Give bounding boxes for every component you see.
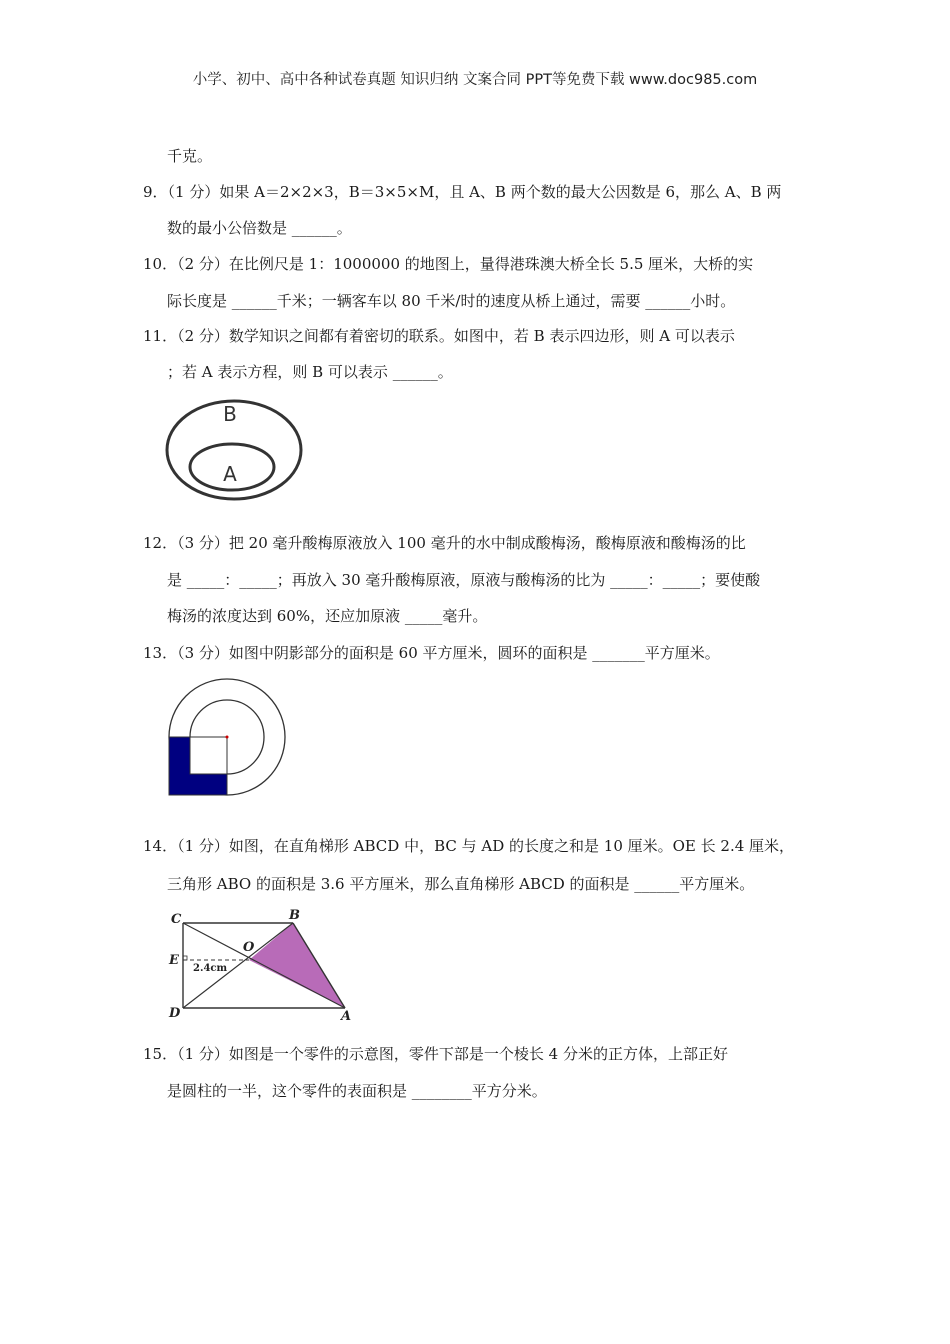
page-header: 小学、初中、高中各种试卷真题 知识归纳 文案合同 PPT等免费下载 www.doc985.com bbox=[192, 72, 758, 88]
set-b-label: B bbox=[223, 402, 237, 426]
figure-11-nested-sets bbox=[160, 395, 310, 505]
question-12-cont2: 梅汤的浓度达到 60%，还应加原液 _____毫升。 bbox=[167, 607, 488, 625]
question-12: 12．（3 分）把 20 毫升酸梅原液放入 100 毫升的水中制成酸梅汤，酸梅原液和酸梅汤的比 bbox=[143, 534, 746, 552]
inner-white-square bbox=[190, 737, 227, 774]
question-10-cont: 际长度是 ______千米；一辆客车以 80 千米/时的速度从桥上通过，需要 ______小时。 bbox=[167, 292, 736, 310]
question-15: 15．（1 分）如图是一个零件的示意图，零件下部是一个棱长 4 分米的正方体，上部正好 bbox=[143, 1045, 728, 1063]
figure-14-trapezoid bbox=[165, 905, 365, 1025]
question-9: 9．（1 分）如果 A＝2×2×3，B＝3×5×M，且 A、B 两个数的最大公因数是 6，那么 A、B 两 bbox=[143, 183, 782, 201]
question-11-cont: ；若 A 表示方程，则 B 可以表示 ______。 bbox=[167, 363, 453, 381]
label-c: C bbox=[171, 912, 182, 927]
question-15-cont: 是圆柱的一半，这个零件的表面积是 ________平方分米。 bbox=[167, 1082, 547, 1100]
label-measure: 2.4cm bbox=[193, 963, 228, 974]
set-a-label: A bbox=[223, 462, 237, 486]
label-a: A bbox=[341, 1009, 352, 1024]
question-14-cont: 三角形 ABO 的面积是 3.6 平方厘米，那么直角梯形 ABCD 的面积是 ______平方厘米。 bbox=[167, 875, 755, 893]
question-13: 13．（3 分）如图中阴影部分的面积是 60 平方厘米，圆环的面积是 _______平方厘米。 bbox=[143, 644, 720, 662]
question-14: 14．（1 分）如图，在直角梯形 ABCD 中，BC 与 AD 的长度之和是 10 厘米。OE 长 2.4 厘米， bbox=[143, 837, 795, 855]
label-e: E bbox=[169, 953, 179, 968]
label-b: B bbox=[289, 908, 300, 923]
question-12-cont: 是 _____：_____；再放入 30 毫升酸梅原液，原液与酸梅汤的比为 _____：_____；要使酸 bbox=[167, 571, 761, 589]
label-d: D bbox=[169, 1006, 181, 1021]
figure-13-annulus bbox=[165, 675, 290, 800]
question-9-cont: 数的最小公倍数是 ______。 bbox=[167, 219, 352, 237]
center-point bbox=[226, 736, 229, 739]
question-11: 11．（2 分）数学知识之间都有着密切的联系。如图中，若 B 表示四边形，则 A 可以表示 bbox=[143, 327, 735, 345]
question-10: 10．（2 分）在比例尺是 1：1000000 的地图上，量得港珠澳大桥全长 5.5 厘米，大桥的实 bbox=[143, 255, 754, 273]
label-o: O bbox=[243, 940, 255, 955]
line-text: 千克。 bbox=[167, 147, 213, 165]
